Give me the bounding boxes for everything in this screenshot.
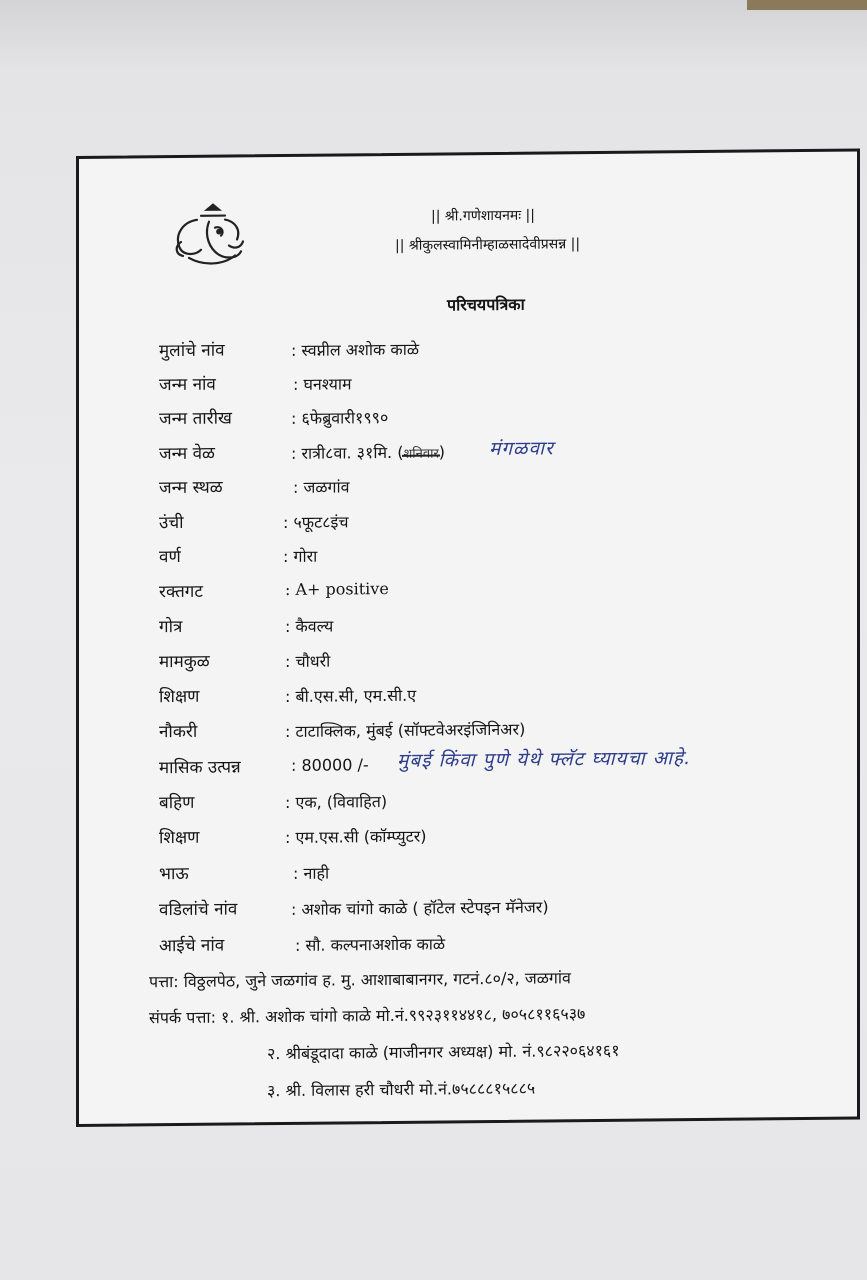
handwritten-weekday: मंगळवार [489,437,554,461]
label-maternal-clan: मामकुळ [159,651,210,673]
value-mother-name: : सौ. कल्पनाअशोक काळे [295,934,446,955]
label-gotra: गोत्र [159,616,183,638]
value-education-2: : एम.एस.सी (कॉम्प्युटर) [285,826,427,847]
value-brother: : नाही [293,863,330,883]
background-corner [747,0,867,10]
invocation-ganesh: || श्री.गणेशायनमः || [431,207,535,225]
value-maternal-clan: : चौधरी [285,651,331,671]
label-job: नौकरी [159,721,198,743]
label-birth-name: जन्म नांव [159,374,216,396]
value-birth-date: : ६फेब्रुवारी१९९० [291,408,389,428]
birth-time-text: : रात्री८वा. ३१मि. ( [291,442,404,463]
value-job: : टाटाक्लिक, मुंबई (सॉफ्टवेअरइंजिनिअर) [285,719,526,741]
value-birth-name: : घनश्याम [293,374,352,394]
value-education: : बी.एस.सी, एम.सी.ए [285,685,417,706]
value-blood-group: : A+ positive [285,578,389,599]
background-shadow [0,0,867,70]
biodata-sheet [76,148,860,1127]
label-birth-date: जन्म तारीख [159,408,232,430]
label-groom-name: मुलांचे नांव [159,340,225,362]
value-father-name: : अशोक चांगो काळे ( हॉटेल स्टेपइन मॅनेजर) [291,897,549,919]
label-father-name: वडिलांचे नांव [159,899,238,921]
ganesha-logo-icon [167,201,255,272]
label-complexion: वर्ण [159,546,181,568]
contact-line-3: ३. श्री. विलास हरी चौधरी मो.नं.७५८८८१५८८५ [267,1078,536,1101]
label-birth-time: जन्म वेळ [159,443,215,465]
handwritten-flat-note: मुंबई किंवा पुणे येथे फ्लॅट घ्यायचा आहे. [397,747,692,772]
value-birth-time: : रात्री८वा. ३१मि. (शनिवार) [291,442,446,463]
struck-weekday: शनिवार [403,446,439,462]
contact-line-1: संपर्क पत्ता: १. श्री. अशोक चांगो काळे मो.नं.९९२३११४४१८, ७०५८११६५३७ [149,1004,586,1028]
value-gotra: : कैवल्य [285,616,334,636]
value-sister: : एक, (विवाहित) [285,792,388,812]
address-line: पत्ता: विठ्ठलपेठ, जुने जळगांव ह. मु. आशाबाबानगर, गटनं.८०/२, जळगांव [149,968,571,992]
label-birth-place: जन्म स्थळ [159,477,223,499]
value-monthly-income: : 80000 /- [291,755,369,775]
label-height: उंची [159,512,184,534]
label-mother-name: आईचे नांव [159,935,225,957]
contact-line-2: २. श्रीबंडूदादा काळे (माजीनगर अध्यक्ष) मो. नं.९८२२०६४१६१ [267,1040,620,1064]
label-education-2: शिक्षण [159,827,200,849]
label-monthly-income: मासिक उत्पन्न [159,757,241,779]
invocation-kuldevi: || श्रीकुलस्वामिनीम्हाळसादेवीप्रसन्न || [395,236,581,254]
value-height: : ५फूट८इंच [283,512,349,533]
label-blood-group: रक्तगट [159,581,203,603]
value-birth-place: : जळगांव [293,477,350,497]
label-sister: बहिण [159,792,195,814]
value-groom-name: : स्वप्नील अशोक काळे [291,339,419,360]
label-education: शिक्षण [159,686,200,708]
page-title: परिचयपत्रिका [447,294,525,315]
value-complexion: : गोरा [283,546,318,567]
label-brother: भाऊ [159,863,189,885]
